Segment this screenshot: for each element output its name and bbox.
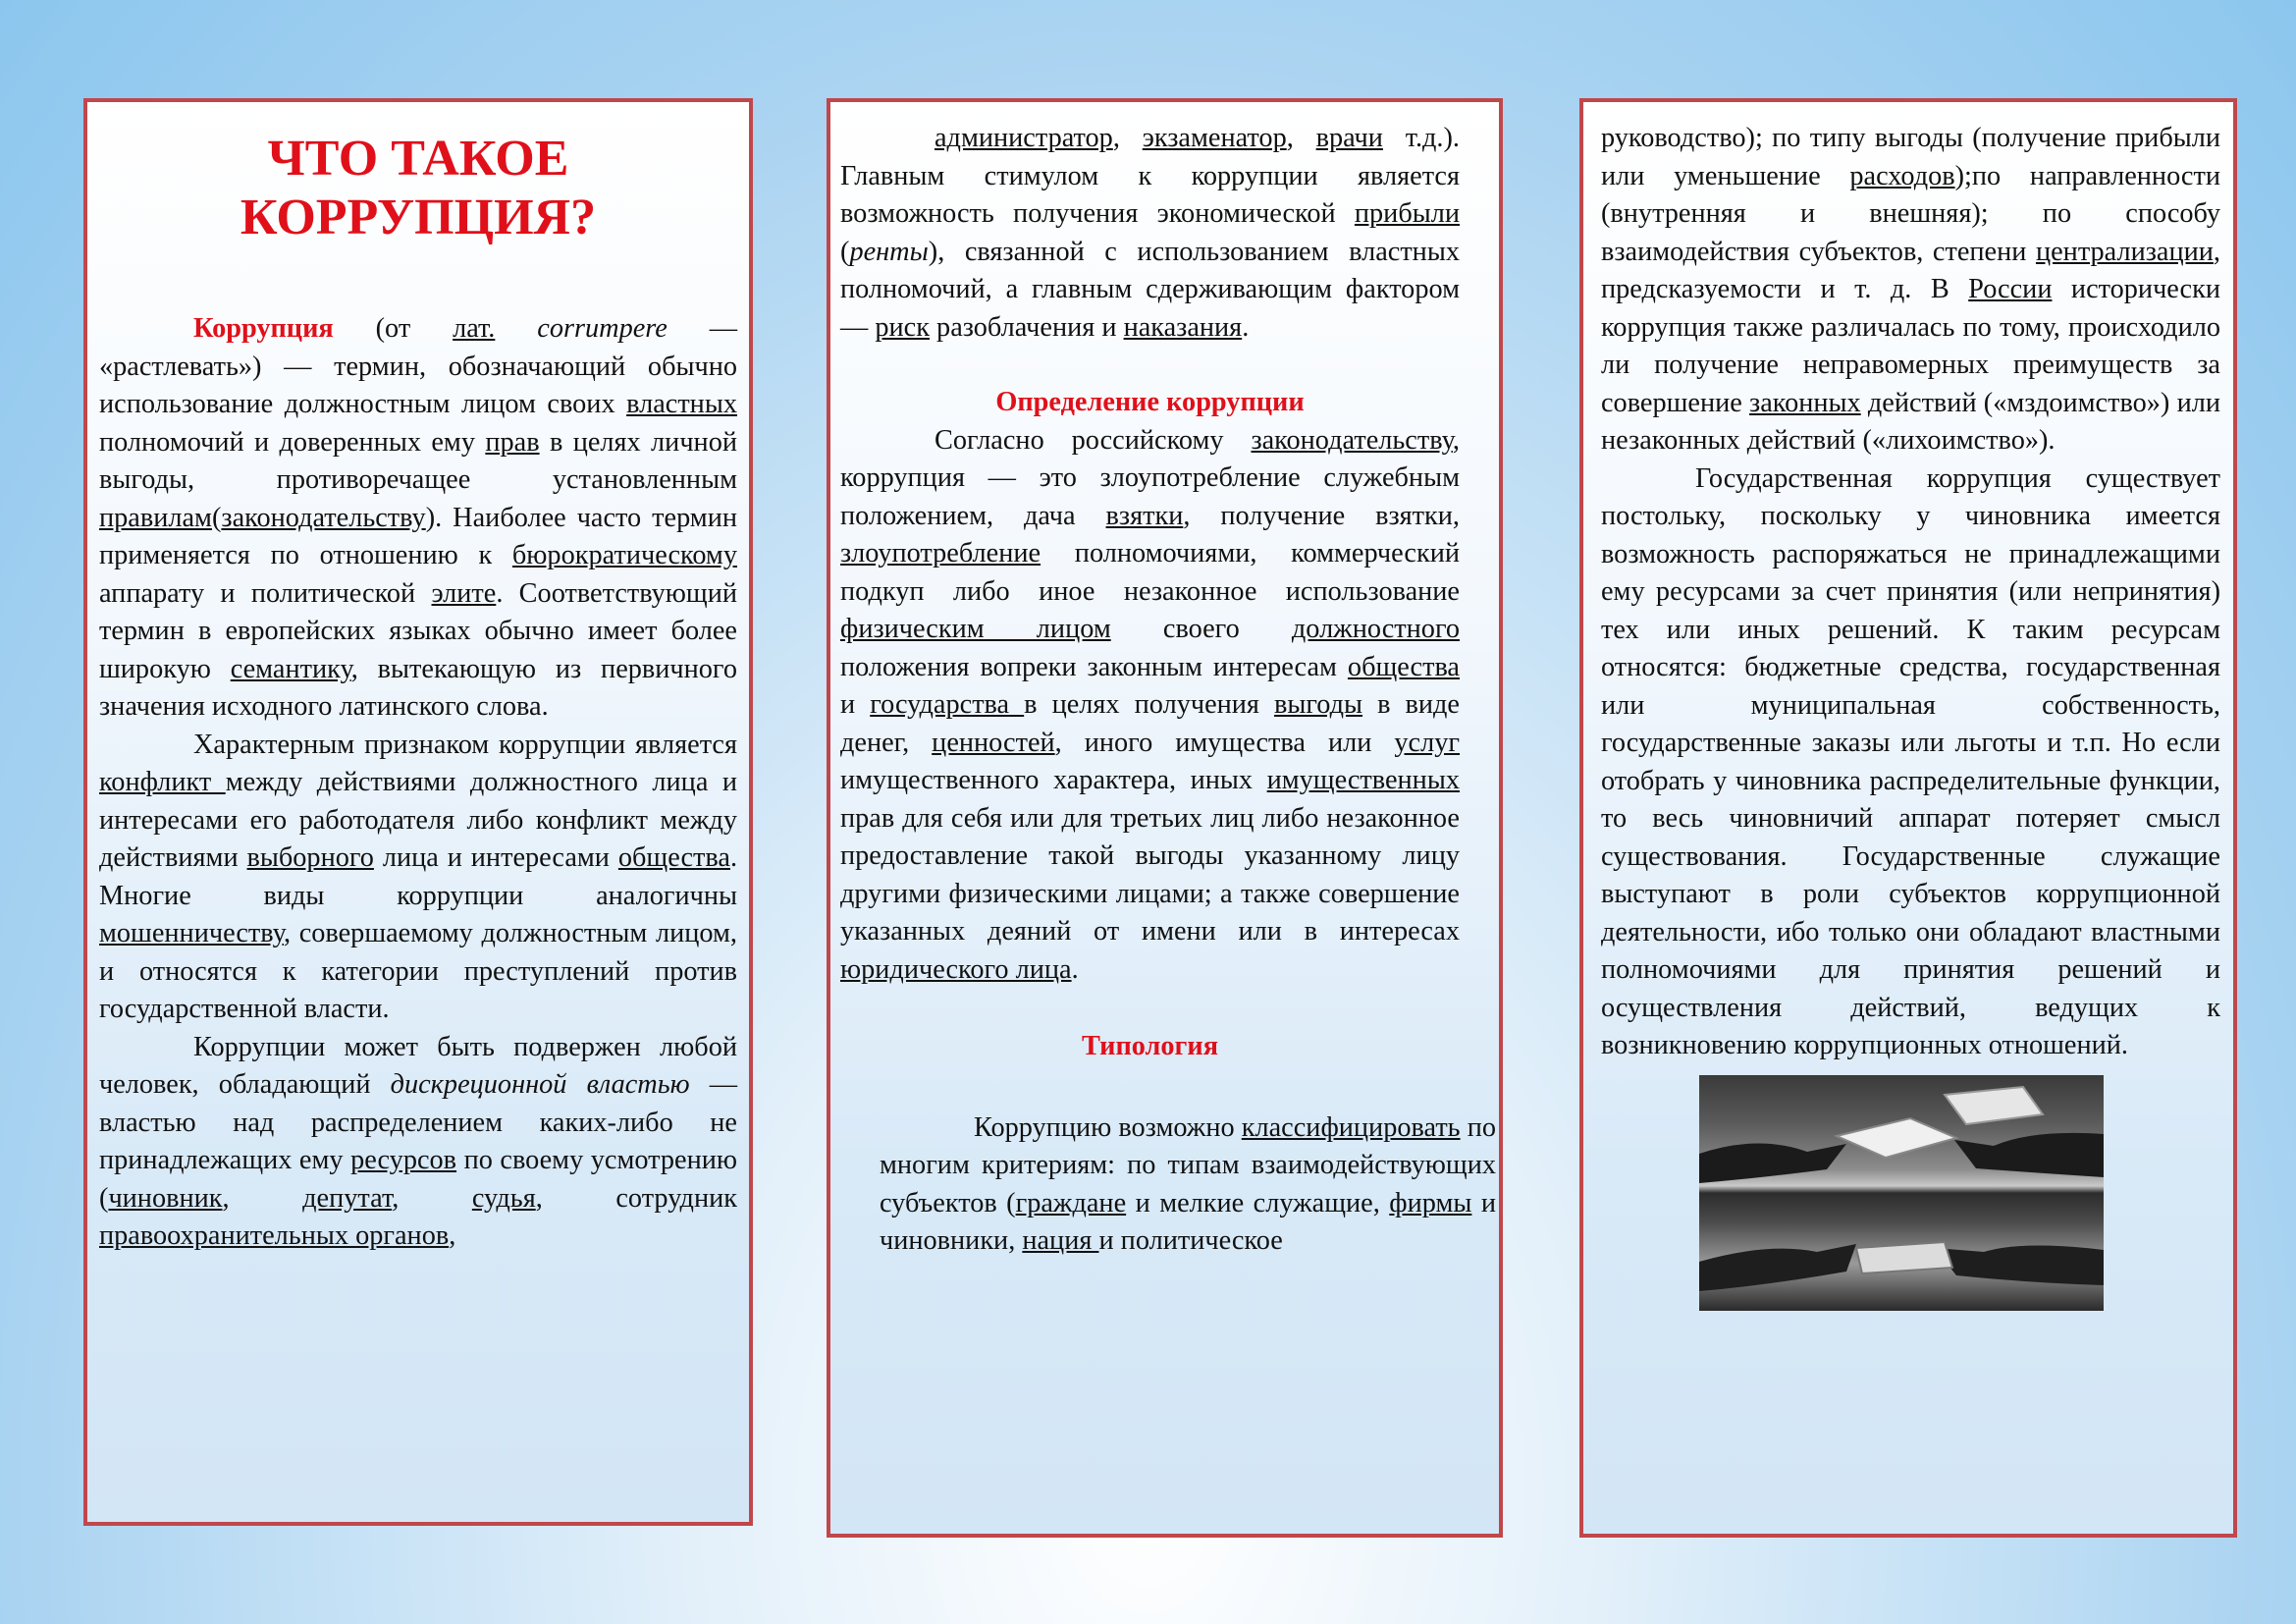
linked-term[interactable]: правоохранительных органов [99, 1220, 450, 1251]
text-run: — «растлевать») — термин, обозначающий обычно использование должностным лицом своих [99, 313, 738, 419]
text-run: . [1071, 953, 1079, 985]
incentives-paragraph [840, 120, 1460, 347]
text-run: и чиновники, [880, 1187, 1496, 1256]
text-run: , [1112, 123, 1143, 153]
text-run: ( [840, 236, 850, 267]
section-heading-typology: Типология [1081, 1031, 1219, 1061]
linked-term[interactable]: семантику [230, 653, 351, 684]
linked-term[interactable]: элите [431, 577, 497, 609]
text-run: и [840, 689, 871, 720]
linked-term[interactable]: наказания [1123, 311, 1243, 343]
text-run: по многим критериям: по типам взаимодействующих субъектов ( [880, 1111, 1496, 1218]
text-run: в целях личной выгоды, противоречащее установленным [99, 426, 737, 495]
linked-term[interactable]: врачи [1315, 123, 1383, 153]
linked-term[interactable]: экзаменатор [1142, 123, 1287, 153]
linked-term[interactable]: ценностей [932, 727, 1055, 758]
text-run: лица и интересами [373, 842, 618, 873]
linked-term[interactable]: общества [617, 842, 730, 873]
text-run: ( [211, 502, 222, 533]
linked-term[interactable]: классифицировать [1241, 1111, 1461, 1143]
handshake-money-photo [1699, 1075, 2104, 1311]
text-run: т.д.). Главным стимулом к коррупции является возможность получения экономической [840, 123, 1461, 229]
linked-term[interactable]: законодательству [221, 502, 426, 533]
text-run: прав для себя или для третьих лиц либо незаконное предоставление такой выгоды указанному лицу другими физическими лицами; а также совершение указанных деяний от имени или в интересах [840, 802, 1460, 947]
text-run: Государственная коррупция существует постольку, поскольку у чиновника имеется возможность распоряжаться не принадлежащими ему ресурсами за счет принятия (или непринятия) тех или иных решений. К таким ресурсам относятся: бюджетные средства, государственная или муниципальная собственность, государственные заказы или льготы и т.п. Но если отобрать у чиновника распределительные функции, то весь чиновничий аппарат потеряет смысл существования. Государственные служащие выступают в роли субъектов коррупционной деятельности, ибо только они обладают властными полномочиями для принятия решений и осуществления действий, ведущих к возникновению коррупционных отношений. [1601, 462, 2220, 1060]
linked-term[interactable]: риск [875, 311, 930, 343]
linked-term[interactable]: бюрократическому [511, 540, 737, 570]
text-run: , совершаемому должностным лицом, и относятся к категории преступлений против государственной власти. [99, 918, 737, 1024]
linked-term[interactable]: услуг [1394, 727, 1460, 758]
panel-definition [827, 98, 1503, 1538]
text-run: своего [1110, 614, 1292, 644]
text-run: в виде денег, [840, 689, 1460, 758]
text-run: , [1286, 123, 1316, 153]
section-heading-definition: Определение коррупции [995, 387, 1305, 417]
linked-term[interactable]: конфликт [99, 767, 226, 797]
linked-term[interactable]: выгоды [1274, 689, 1363, 720]
text-run [495, 313, 537, 344]
state-corruption-paragraph [1601, 460, 2220, 1065]
text-run: разоблачения и [929, 311, 1124, 343]
text-run: , вытекающую из первичного значения исходного латинского слова. [99, 653, 737, 722]
linked-term[interactable]: злоупотребление [840, 538, 1041, 568]
linked-term[interactable]: России [1968, 274, 2053, 304]
text-run: имущественного характера, иных [840, 765, 1267, 795]
handshake-illustration [1699, 1075, 2104, 1311]
text-run: , коррупция — это злоупотребление служебным положением, дача [840, 424, 1460, 531]
text-run: Согласно российскому [934, 424, 1252, 456]
text-run: между действиями должностного лица и интересами его работодателя либо конфликт между действиями [99, 767, 737, 873]
legal-definition-paragraph [840, 422, 1460, 990]
text-run: в целях получения [1024, 689, 1274, 720]
linked-term[interactable]: депутат [302, 1182, 393, 1214]
highlighted-term: Коррупция [193, 313, 334, 344]
definition-paragraph [99, 310, 737, 727]
linked-term[interactable]: физическим лицом [840, 614, 1111, 644]
linked-term[interactable]: судья [471, 1182, 536, 1214]
linked-term[interactable]: лат. [453, 313, 496, 344]
susceptibility-paragraph [99, 1029, 737, 1256]
linked-term[interactable]: прав [485, 426, 540, 458]
linked-term[interactable]: фирмы [1389, 1187, 1472, 1218]
linked-term[interactable]: законных [1749, 387, 1861, 418]
linked-term[interactable]: мошенничеству [99, 918, 284, 948]
text-run: и мелкие служащие, [1126, 1187, 1390, 1218]
linked-term[interactable]: ресурсов [350, 1145, 457, 1175]
text-run: исторически коррупция также различалась по тому, происходило ли получение неправомерных преимуществ за совершение [1601, 274, 2221, 418]
characteristic-paragraph [99, 727, 737, 1029]
text-run: — властью над распределением каких-либо не принадлежащих ему [99, 1069, 737, 1175]
linked-term[interactable]: взятки [1105, 500, 1184, 531]
text-run: по своему усмотрению ( [99, 1145, 737, 1214]
typology-paragraph [880, 1110, 1496, 1261]
linked-term[interactable]: имущественных [1266, 765, 1460, 795]
text-run: ). Наиболее часто термин применяется по отношению к [99, 502, 737, 570]
text-run: );по направленности (внутренняя и внешняя); по способу взаимодействия субъектов, степени [1601, 160, 2220, 267]
linked-term[interactable]: государства [870, 689, 1025, 720]
text-run: и политическое [1098, 1225, 1283, 1256]
text-run: Характерным признаком коррупции является [193, 729, 737, 760]
text-run: (от [333, 313, 454, 344]
text-run: . Соответствующий термин в европейских языках обычно имеет более широкую [99, 577, 737, 684]
page-title: ЧТО ТАКОЕ КОРРУПЦИЯ? [240, 131, 597, 245]
text-run: , [449, 1220, 456, 1251]
text-run: , [392, 1182, 472, 1214]
text-run: ), связанной с использованием властных полномочий, а главным сдерживающим фактором — [840, 236, 1460, 343]
text-run: аппарату и политической [99, 577, 432, 609]
text-run: действий («мздоимство») или незаконных действий («лихоимство»). [1601, 387, 2220, 456]
text-run: положения вопреки законным интересам [840, 651, 1348, 682]
panel-state-corruption [1579, 98, 2237, 1538]
text-run: , предсказуемости и т. д. В [1601, 236, 2220, 304]
linked-term[interactable]: юридического лица [840, 953, 1072, 985]
linked-term[interactable]: граждане [1015, 1187, 1127, 1218]
text-run: . Многие виды коррупции аналогичны [99, 842, 738, 911]
italic-term: corrumpere [537, 313, 667, 344]
linked-term[interactable]: централизации [2035, 236, 2214, 267]
text-run: руководство); по типу выгоды (получение прибыли или уменьшение [1601, 123, 2220, 191]
linked-term[interactable]: выборного [246, 842, 374, 873]
text-run: полномочий и доверенных ему [99, 426, 486, 458]
text-run: полномочиями, коммерческий подкуп либо иное незаконное использование [840, 538, 1460, 607]
italic-term: дискреционной властью [390, 1069, 690, 1100]
linked-term[interactable]: администратор [934, 123, 1113, 153]
text-run: . [1242, 311, 1250, 343]
text-run: , иного имущества или [1054, 727, 1395, 758]
text-run: Коррупции может быть подвержен любой человек, обладающий [99, 1031, 737, 1100]
typology-continued-paragraph [1601, 120, 2220, 460]
text-run: , получение взятки, [1183, 500, 1460, 531]
linked-term[interactable]: прибыли [1354, 198, 1460, 229]
linked-term[interactable]: расходов [1849, 160, 1955, 191]
linked-term[interactable]: чиновник [108, 1182, 223, 1214]
linked-term[interactable]: должностного [1291, 614, 1460, 644]
text-run: , [222, 1182, 303, 1214]
linked-term[interactable]: правилам [99, 502, 212, 533]
linked-term[interactable]: общества [1347, 651, 1460, 682]
text-run: Коррупцию возможно [974, 1111, 1242, 1143]
text-run: , сотрудник [535, 1182, 737, 1214]
linked-term[interactable]: властных [626, 389, 737, 419]
linked-term[interactable]: нация [1022, 1225, 1099, 1256]
panel-what-is-corruption [83, 98, 753, 1526]
italic-term: ренты [849, 236, 929, 267]
linked-term[interactable]: законодательству [1251, 424, 1453, 456]
